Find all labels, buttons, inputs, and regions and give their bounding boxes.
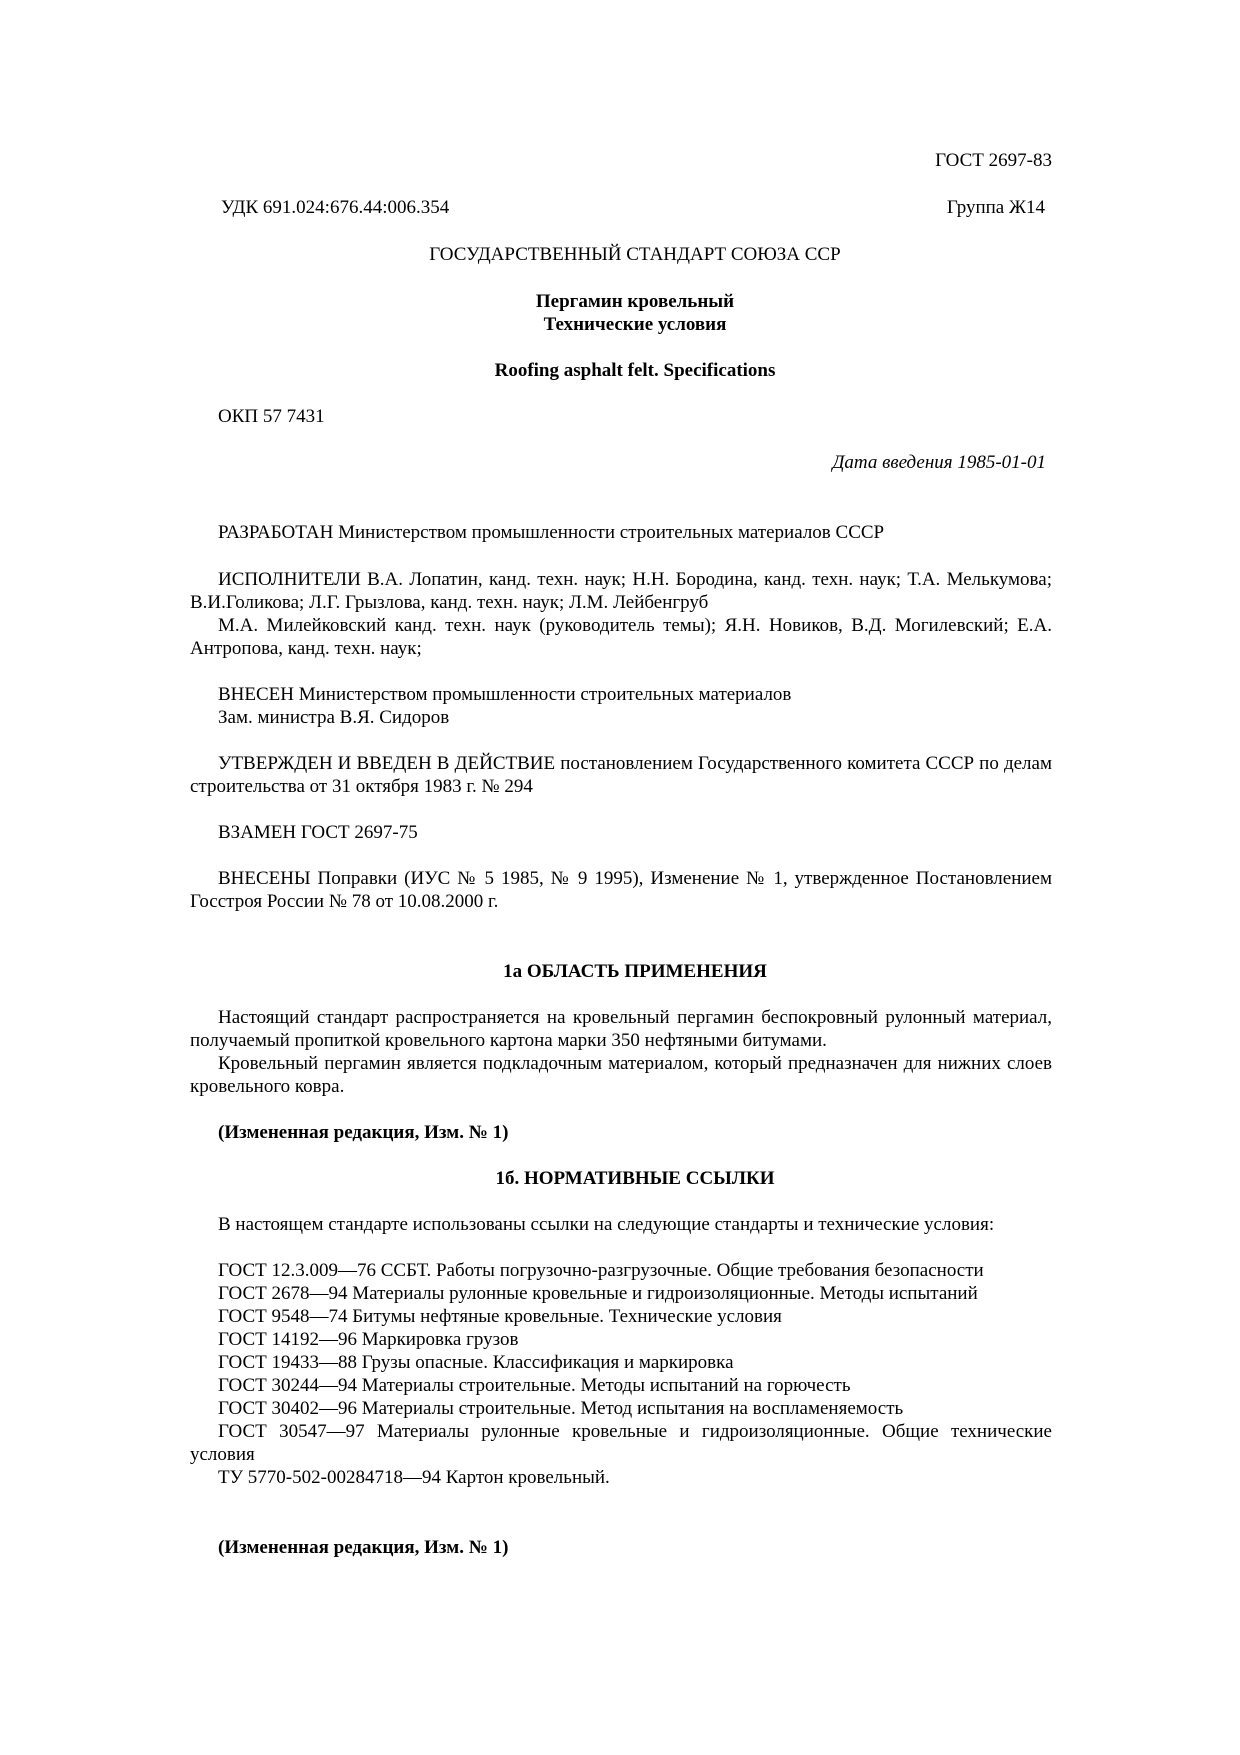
reference-item: ГОСТ 14192—96 Маркировка грузов [218,1329,519,1350]
replaces-para: ВЗАМЕН ГОСТ 2697-75 [218,822,418,843]
title-en: Roofing asphalt felt. Specifications [494,360,776,381]
reference-item: ГОСТ 9548—74 Битумы нефтяные кровельные. Технические условия [218,1306,782,1327]
developed-by: РАЗРАБОТАН Министерством промышленности строительных материалов СССР [218,522,885,543]
section-1a-heading: 1а ОБЛАСТЬ ПРИМЕНЕНИЯ [503,961,767,982]
introduced-by: ВНЕСЕН Министерством промышленности строительных материалов [218,684,792,705]
gost-number: ГОСТ 2697-83 [935,150,1052,171]
amendments-para: ВНЕСЕНЫ Поправки (ИУС № 5 1985, № 9 1995), Изменение № 1, утвержденное Постановлением Госстроя России № 78 от 10.08.2000 г. [190,868,1052,912]
executors-para-1: ИСПОЛНИТЕЛИ В.А. Лопатин, канд. техн. наук; Н.Н. Бородина, канд. техн. наук; Т.А. Мелькумова; В.И.Голикова; Л.Г. Грызлова, канд. техн. наук; Л.М. Лейбенгруб [190,569,1052,613]
reference-item: ГОСТ 30547—97 Материалы рулонные кровельные и гидроизоляционные. Общие технические условия [190,1421,1052,1465]
section-1b-amendment-note: (Измененная редакция, Изм. № 1) [218,1537,509,1558]
executors-para-2: М.А. Милейковский канд. техн. наук (руководитель темы); Я.Н. Новиков, В.Д. Могилевский; Е.А. Антропова, канд. техн. наук; [190,615,1052,659]
reference-item: ГОСТ 12.3.009—76 ССБТ. Работы погрузочно-разгрузочные. Общие требования безопасности [218,1260,984,1281]
reference-item: ГОСТ 30244—94 Материалы строительные. Методы испытаний на горючесть [218,1375,851,1396]
introduction-date: Дата введения 1985-01-01 [832,452,1046,473]
deputy-minister: Зам. министра В.Я. Сидоров [218,707,450,728]
section-1b-intro: В настоящем стандарте использованы ссылки на следующие стандарты и технические условия: [218,1214,995,1235]
section-1b-heading: 1б. НОРМАТИВНЫЕ ССЫЛКИ [495,1168,775,1189]
udk-code: УДК 691.024:676.44:006.354 [221,197,450,218]
okp-code: ОКП 57 7431 [218,406,325,427]
section-1a-amendment-note: (Измененная редакция, Изм. № 1) [218,1122,509,1143]
reference-item: ГОСТ 30402—96 Материалы строительные. Метод испытания на воспламеняемость [218,1398,904,1419]
title-ru-2: Технические условия [543,314,727,335]
title-ru-1: Пергамин кровельный [535,291,735,312]
reference-item: ГОСТ 2678—94 Материалы рулонные кровельные и гидроизоляционные. Методы испытаний [218,1283,978,1304]
section-1a-para-1: Настоящий стандарт распространяется на кровельный пергамин беспокровный рулонный материал, получаемый пропиткой кровельного картона марки 350 нефтяными битумами. [190,1007,1052,1051]
section-1a-para-2: Кровельный пергамин является подкладочным материалом, который предназначен для нижних слоев кровельного ковра. [190,1053,1052,1097]
document-page [190,0,1052,1755]
group-code: Группа Ж14 [946,197,1045,218]
approved-para: УТВЕРЖДЕН И ВВЕДЕН В ДЕЙСТВИЕ постановлением Государственного комитета СССР по делам строительства от 31 октября 1983 г. № 294 [190,753,1052,797]
standard-title: ГОСУДАРСТВЕННЫЙ СТАНДАРТ СОЮЗА ССР [429,244,841,265]
reference-item: ТУ 5770-502-00284718—94 Картон кровельный. [218,1467,610,1488]
reference-item: ГОСТ 19433—88 Грузы опасные. Классификация и маркировка [218,1352,734,1373]
